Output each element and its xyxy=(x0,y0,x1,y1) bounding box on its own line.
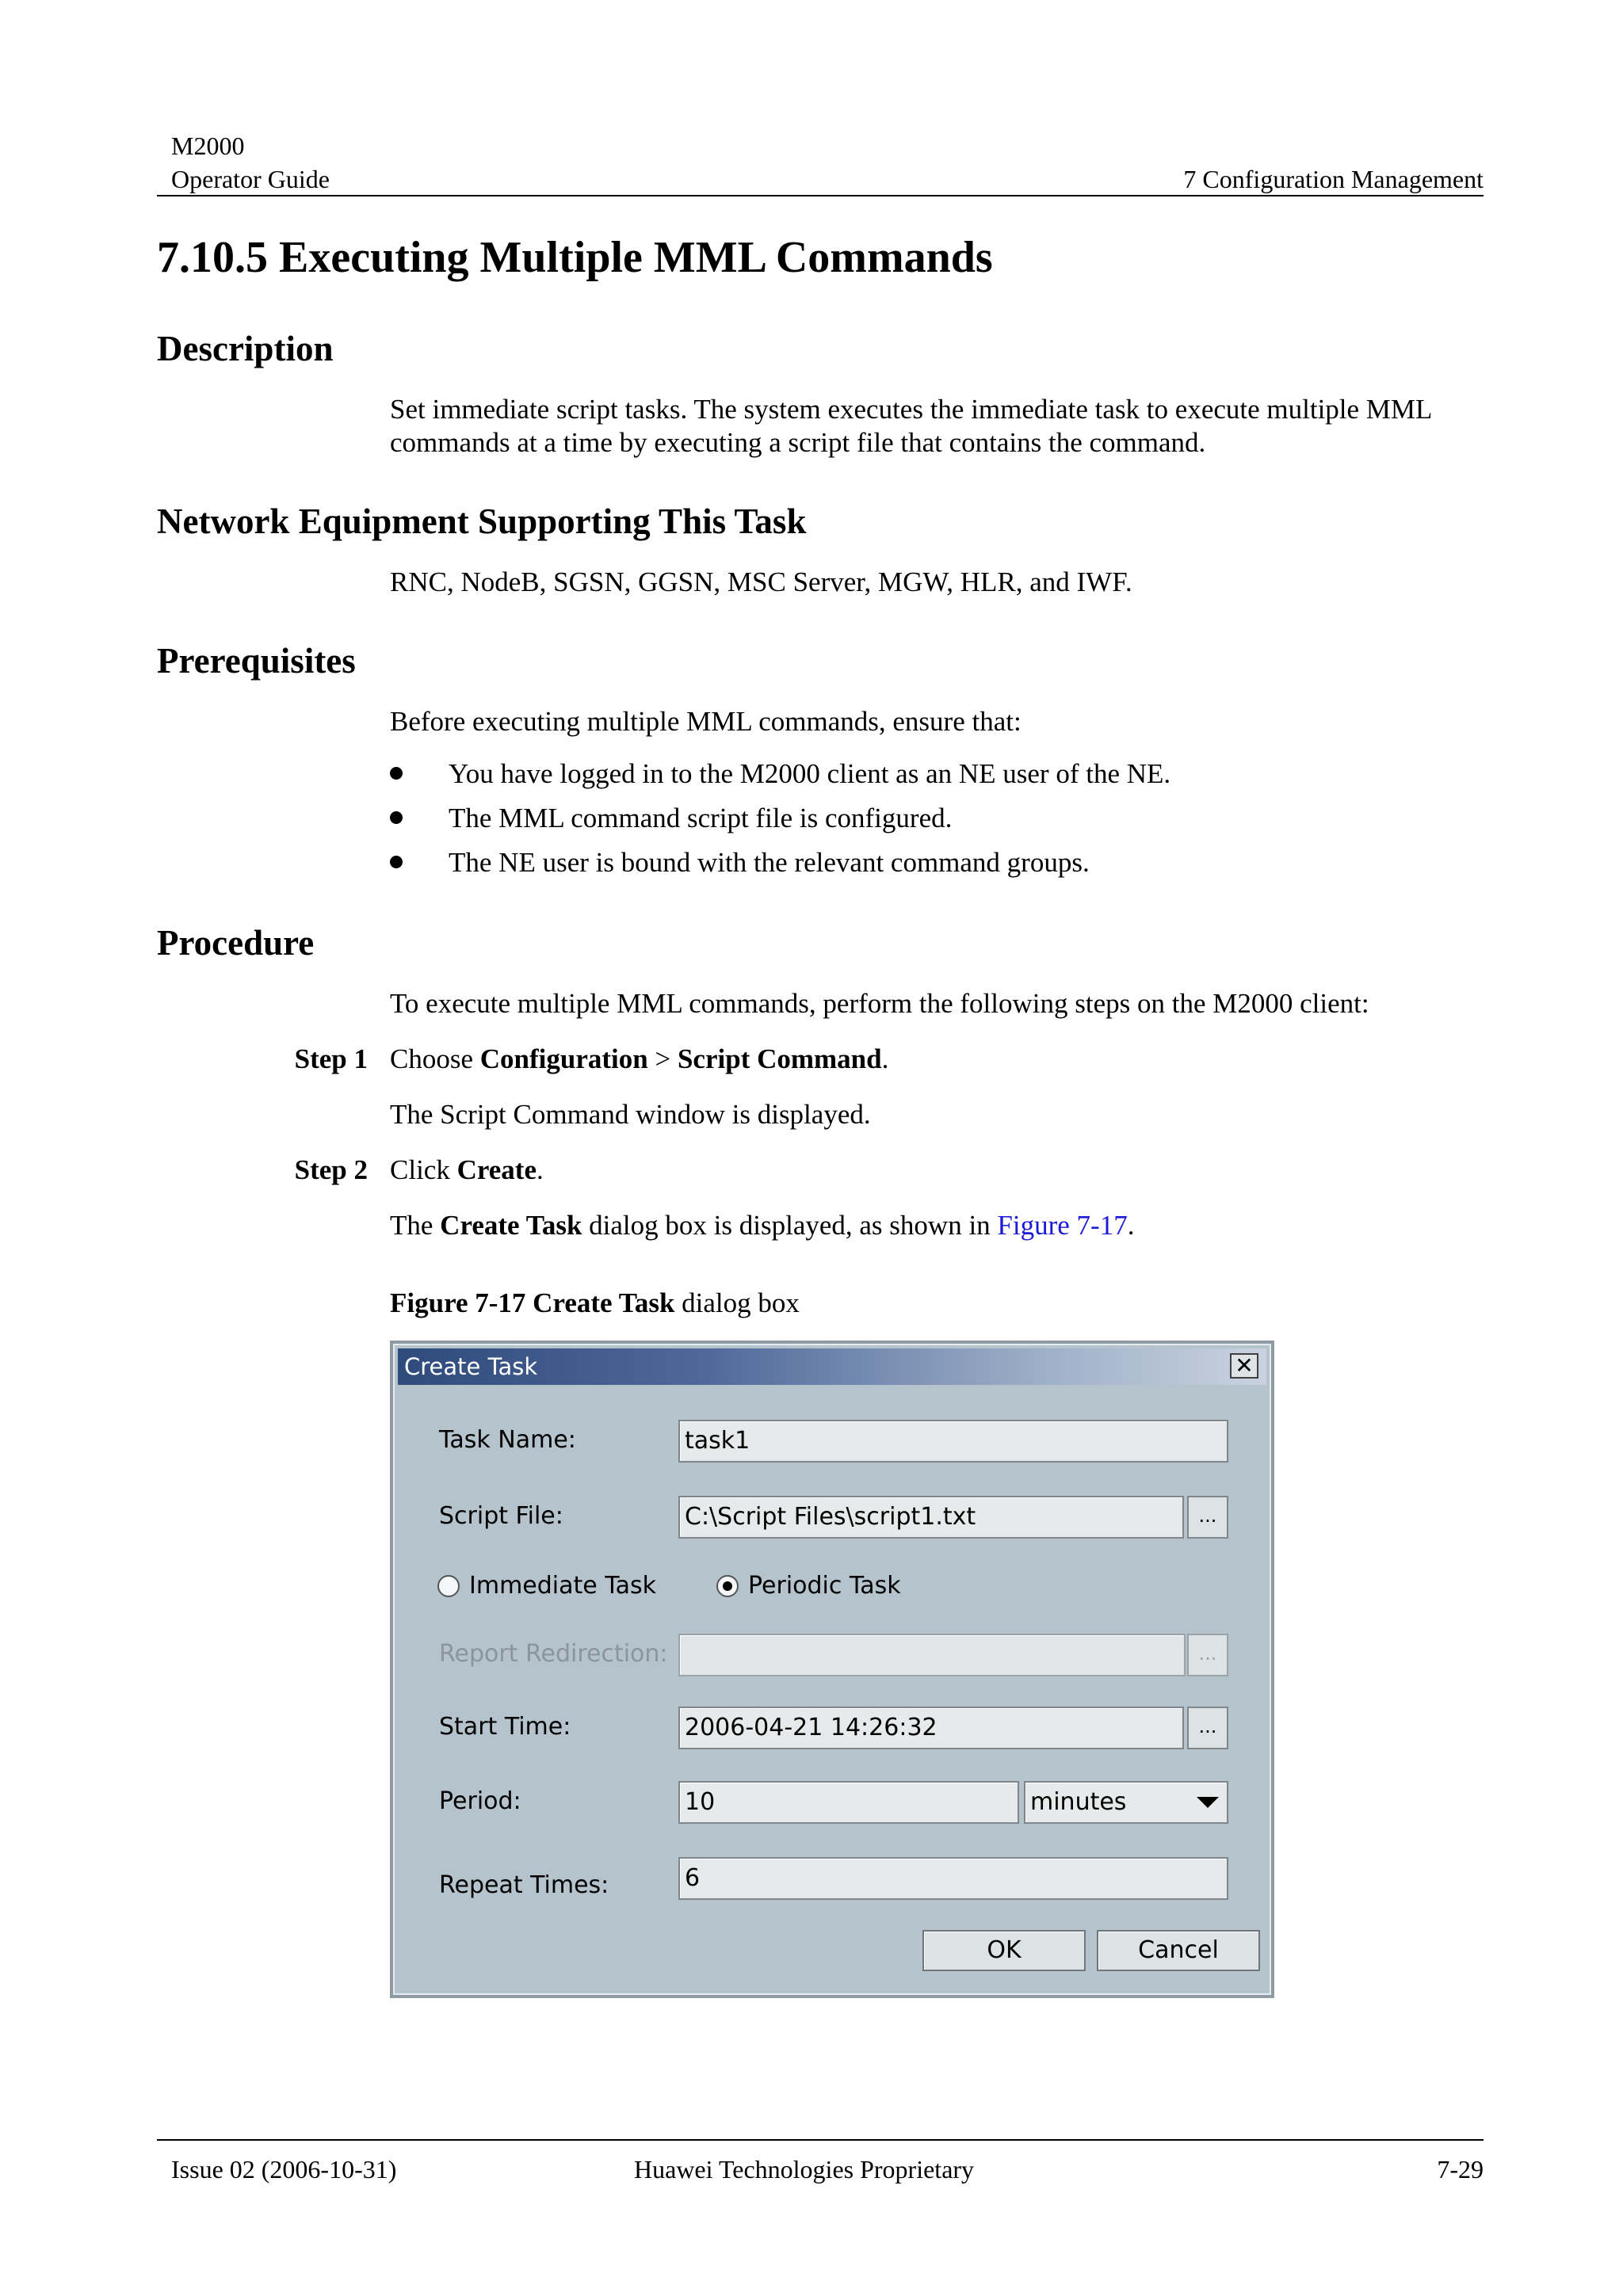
footer-company: Huawei Technologies Proprietary xyxy=(634,2155,975,2183)
step-2-result-mid: dialog box is displayed, as shown in xyxy=(582,1210,998,1241)
report-redirection-browse-button: ... xyxy=(1187,1634,1228,1676)
prerequisites-intro: Before executing multiple MML commands, ensure that: xyxy=(390,706,1022,737)
footer-rule xyxy=(157,2139,1484,2141)
radio-selected-dot xyxy=(723,1581,732,1591)
script-file-browse-button[interactable]: ... xyxy=(1187,1496,1228,1539)
report-redirection-label: Report Redirection: xyxy=(439,1640,668,1668)
close-icon[interactable]: ✕ xyxy=(1230,1353,1258,1379)
step-2-suffix: . xyxy=(536,1154,544,1185)
create-task-dialog xyxy=(390,1341,1274,1998)
step-1-label: Step 1 xyxy=(294,1043,368,1074)
period-input[interactable]: 10 xyxy=(678,1781,1019,1824)
step-2-result-bold: Create Task xyxy=(440,1210,582,1241)
description-text: Set immediate script tasks. The system executes the immediate task to execute multiple MML commands at a time by executing a script file that contains the command. xyxy=(390,394,1432,458)
repeat-times-input[interactable]: 6 xyxy=(678,1857,1228,1900)
procedure-intro: To execute multiple MML commands, perform the following steps on the M2000 client: xyxy=(390,988,1369,1019)
task-name-input[interactable]: task1 xyxy=(678,1420,1228,1463)
periodic-task-label: Periodic Task xyxy=(748,1572,901,1600)
menu-configuration: Configuration xyxy=(479,1043,648,1074)
period-label: Period: xyxy=(439,1787,521,1815)
description-heading: Description xyxy=(157,329,334,368)
start-time-label: Start Time: xyxy=(439,1713,571,1741)
figure-number: Figure 7-17 xyxy=(390,1287,526,1318)
bullet-icon xyxy=(390,811,403,824)
step-1-suffix: . xyxy=(881,1043,889,1074)
report-redirection-input xyxy=(678,1634,1186,1676)
menu-script-command: Script Command xyxy=(677,1043,882,1074)
step-1-text xyxy=(390,1043,1491,1076)
bullet-icon xyxy=(390,856,403,868)
figure-suffix: dialog box xyxy=(674,1287,800,1318)
chevron-down-icon xyxy=(1197,1797,1219,1808)
step-1-prefix: Choose xyxy=(390,1043,480,1074)
periodic-task-radio[interactable] xyxy=(716,1575,739,1597)
prerequisites-heading: Prerequisites xyxy=(157,641,356,681)
period-unit-value: minutes xyxy=(1030,1788,1127,1816)
ok-button[interactable]: OK xyxy=(922,1930,1086,1971)
immediate-task-radio[interactable] xyxy=(437,1575,460,1597)
header-product: M2000 xyxy=(171,132,245,160)
period-unit-select[interactable] xyxy=(1024,1781,1228,1824)
repeat-times-label: Repeat Times: xyxy=(439,1871,609,1899)
step-2-result xyxy=(390,1209,1491,1242)
step-2-text xyxy=(390,1154,1491,1187)
prerequisite-item: You have logged in to the M2000 client as an NE user of the NE. xyxy=(449,758,1171,789)
page-title: 7.10.5 Executing Multiple MML Commands xyxy=(157,233,993,282)
prerequisite-item: The NE user is bound with the relevant command groups. xyxy=(449,847,1090,878)
task-name-label: Task Name: xyxy=(439,1426,576,1454)
start-time-input[interactable]: 2006-04-21 14:26:32 xyxy=(678,1707,1184,1749)
header-rule xyxy=(157,195,1484,196)
figure-name: Create Task xyxy=(533,1287,675,1318)
footer-page-number: 7-29 xyxy=(1437,2155,1484,2183)
menu-separator: > xyxy=(647,1043,678,1074)
dialog-title-bar xyxy=(398,1348,1266,1385)
prerequisite-item: The MML command script file is configured. xyxy=(449,803,953,833)
procedure-heading: Procedure xyxy=(157,923,315,963)
start-time-browse-button[interactable]: ... xyxy=(1187,1707,1228,1749)
footer-issue: Issue 02 (2006-10-31) xyxy=(171,2155,397,2183)
cancel-button[interactable]: Cancel xyxy=(1097,1930,1260,1971)
header-guide: Operator Guide xyxy=(171,165,330,193)
network-heading: Network Equipment Supporting This Task xyxy=(157,502,807,541)
script-file-input[interactable]: C:\Script Files\script1.txt xyxy=(678,1496,1184,1539)
immediate-task-label: Immediate Task xyxy=(469,1572,657,1600)
step-2-label: Step 2 xyxy=(294,1154,368,1185)
header-chapter: 7 Configuration Management xyxy=(1183,165,1484,193)
figure-link[interactable]: Figure 7-17 xyxy=(997,1210,1128,1241)
create-action: Create xyxy=(456,1154,537,1185)
step-2-prefix: Click xyxy=(390,1154,457,1185)
dialog-title: Create Task xyxy=(404,1353,538,1380)
figure-caption xyxy=(390,1287,800,1320)
step-2-result-prefix: The xyxy=(390,1210,441,1241)
script-file-label: Script File: xyxy=(439,1502,563,1530)
step-1-result: The Script Command window is displayed. xyxy=(390,1099,871,1130)
bullet-icon xyxy=(390,767,403,780)
network-text: RNC, NodeB, SGSN, GGSN, MSC Server, MGW, HLR, and IWF. xyxy=(390,566,1132,597)
step-2-result-suffix: . xyxy=(1127,1210,1135,1241)
